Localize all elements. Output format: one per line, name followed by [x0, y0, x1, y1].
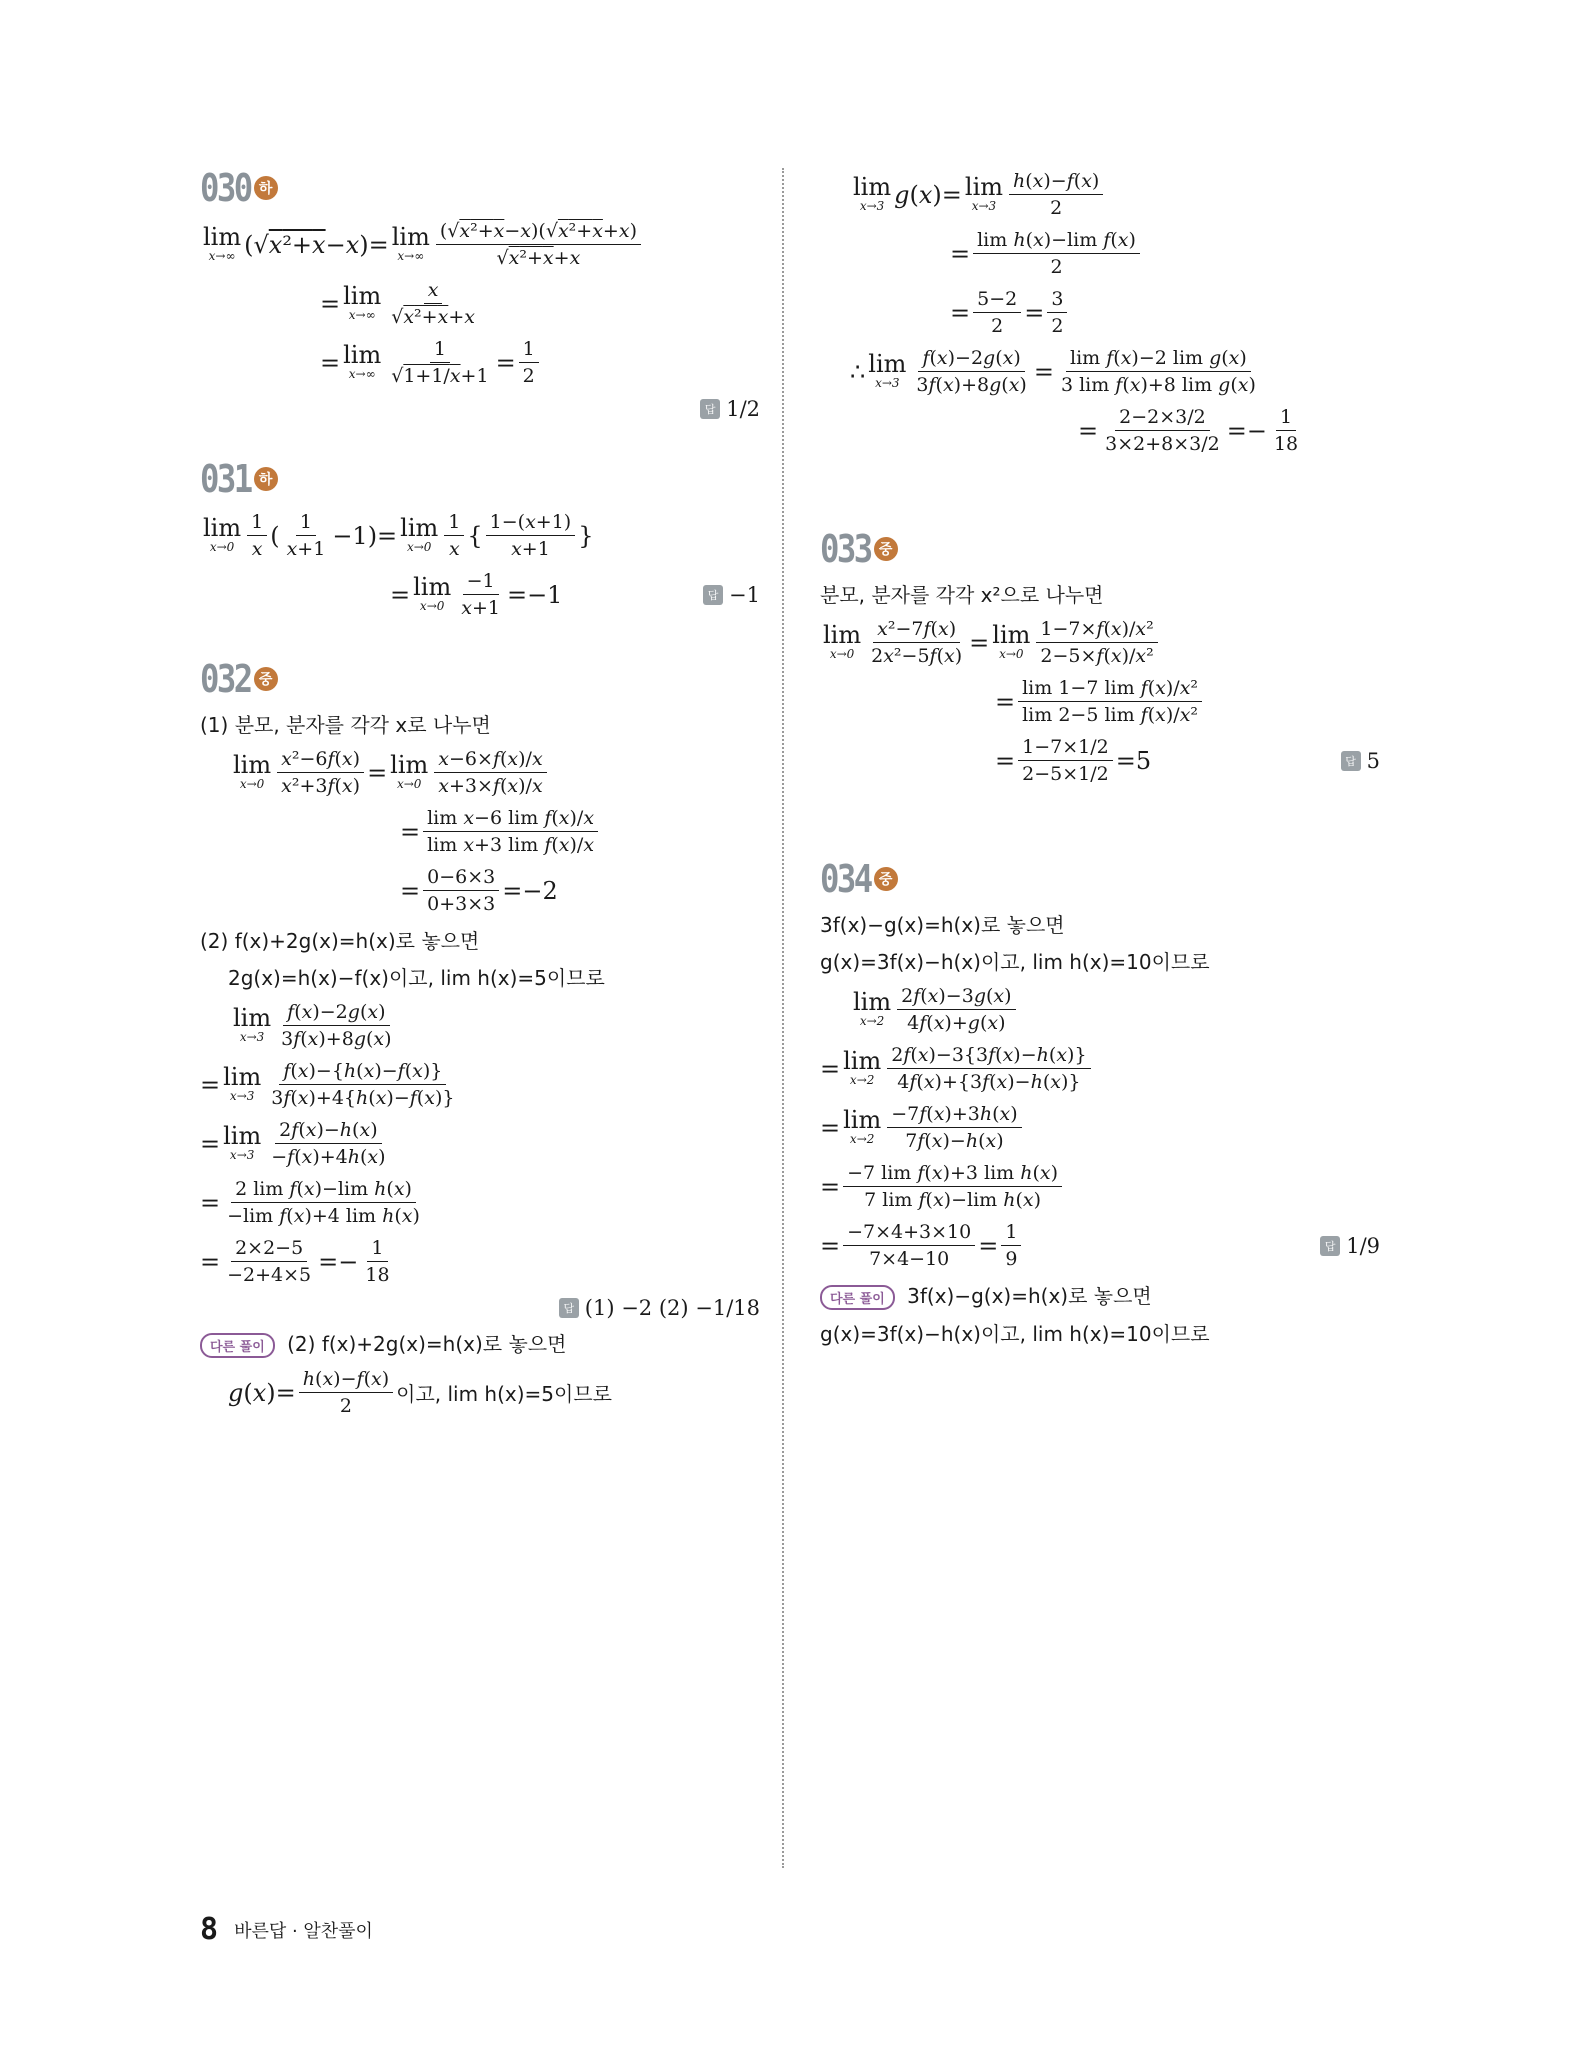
solution-034: lim x→2 $\frac{2f(x)-3g(x)}{4f(x)+g(x)}$ = lim x→2 $\frac{2f(x)-3\{3f(x)-h(x)\}}{4f(x)+\{3f(x)-h(x)\}}$ = lim x→2 $\frac{-7f(x)+3h(x)}{7f(x)-h(x)}$ = $\frac{\text{−7 lim f(x)+3 lim h(x)}}{\text{7 lim f(x)−lim h(x)}}$ = $\frac{-7\times 4+3\times 10}{7\times 4-10}$ = $\frac{1}{9}$ 답 1/9 — [820, 985, 1380, 1270]
problem-number: 033 — [820, 527, 871, 571]
solution-031: lim x→0 $\frac{1}{x}$ ( $\frac{1}{x+1}$ −1)= lim x→0 $\frac{1}{x}$ { $\frac{1-(x+1)}{x+1}$ } = lim x→0 $\frac{-1}{x+1}$ =−1 답 −1 — [203, 511, 760, 619]
answer-icon: 답 — [703, 585, 723, 605]
level-badge: 중 — [874, 867, 898, 891]
page-number: 8 — [200, 1912, 219, 1947]
solution-032-1: lim x→0 $\frac{\text{x²−6f(x)}}{\text{x²+3f(x)}}$ = lim x→0 $\frac{x-6\times f(x)/x}{x+3\times f(x)/x}$ = $\frac{\text{lim x−6 lim f(x)/x}}{\text{lim x+3 lim f(x)/x}}$ = $\frac{0-6\times 3}{0+3\times 3}$ =−2 — [200, 748, 760, 915]
solution-030: lim x→∞ (√x²+x−x)= lim x→∞ $\frac{\text{(√x²+x−x)(√x²+x+x)}}{\text{√x²+x+x}}$ = lim x→∞ $\frac{x}{\text{√x²+x+x}}$ = lim x→∞ $\frac{1}{√1+1/x+1}$ = $\frac{1}{2}$ — [200, 220, 760, 387]
alt-solution-badge: 다른 풀이 — [200, 1333, 275, 1358]
book-title: 바른답 · 알찬풀이 — [234, 1920, 373, 1942]
alt-solution-034-line2: g(x)=3f(x)−h(x)이고, lim h(x)=10이므로 — [820, 1322, 1210, 1346]
answer-032: 답 (1) −2 (2) −1/18 — [200, 1296, 760, 1320]
answer-033: 답 5 — [1341, 749, 1380, 773]
right-column — [820, 160, 1380, 1355]
step-2b-text: 2g(x)=h(x)−f(x)이고, lim h(x)=5이므로 — [228, 966, 605, 990]
alt-solution-032: 다른 풀이 (2) f(x)+2g(x)=h(x)로 놓으면 — [200, 1328, 760, 1358]
answer-034: 답 1/9 — [1320, 1234, 1380, 1258]
alt-solution-badge: 다른 풀이 — [820, 1285, 895, 1310]
intro-033: 분모, 분자를 각각 x²으로 나누면 — [820, 583, 1104, 607]
problem-header-033 — [820, 527, 1380, 571]
answer-031: 답 −1 — [703, 583, 760, 607]
answer-icon: 답 — [1341, 751, 1361, 771]
answer-icon: 답 — [1320, 1236, 1340, 1256]
problem-number: 032 — [200, 657, 251, 701]
intro-034: 3f(x)−g(x)=h(x)로 놓으면 — [820, 913, 1065, 937]
alt-solution-032-eq: g(x)= $\frac{h(x)-f(x)}{2}$ 이고, lim h(x)=5이므로 — [228, 1368, 612, 1417]
problem-header-031 — [200, 457, 760, 501]
answer-icon: 답 — [700, 399, 720, 419]
alt-solution-034: 다른 풀이 3f(x)−g(x)=h(x)로 놓으면 — [820, 1280, 1380, 1310]
problem-header-034 — [820, 857, 1380, 901]
intro2-034: g(x)=3f(x)−h(x)이고, lim h(x)=10이므로 — [820, 950, 1210, 974]
level-badge: 하 — [254, 176, 278, 200]
answer-030: 답 1/2 — [200, 397, 760, 421]
level-badge: 중 — [874, 537, 898, 561]
solution-033: lim x→0 $\frac{\text{x²−7f(x)}}{\text{2x²−5f(x)}}$ = lim x→0 $\frac{\text{1−7×f(x)/x²}}{\text{2−5×f(x)/x²}}$ = $\frac{\text{lim 1−7 lim f(x)/x²}}{\text{lim 2−5 lim f(x)/x²}}$ = $\frac{1-7\times 1/2}{2-5\times 1/2}$ =5 답 5 — [823, 618, 1380, 785]
level-badge: 중 — [254, 667, 278, 691]
problem-number: 034 — [820, 857, 871, 901]
solution-032-alt-continued: lim x→3 g(x)= lim x→3 $\frac{h(x)-f(x)}{2}$ = $\frac{\text{lim h(x)−lim f(x)}}{2}$ = $\frac{5-2}{2}$ = $\frac{3}{2}$ ∴ lim x→3 $\frac{f(x)-2g(x)}{3f(x)+8g(x)}$ = $\frac{\text{lim f(x)−2 lim g(x)}}{\text{3 lim f(x)+8 lim g(x)}}$ = $\frac{2-2\times 3/2}{3\times 2+8\times 3/2}$ =− $\frac{1}{18}$ — [850, 170, 1299, 455]
column-divider — [782, 168, 784, 1868]
page-footer — [200, 1912, 373, 1947]
level-badge: 하 — [254, 467, 278, 491]
problem-number: 030 — [200, 166, 251, 210]
answer-icon: 답 — [559, 1298, 579, 1318]
problem-header-030 — [200, 166, 760, 210]
step-2-text: (2) f(x)+2g(x)=h(x)로 놓으면 — [200, 929, 480, 953]
left-column — [200, 160, 760, 1427]
step-1-text: (1) 분모, 분자를 각각 x로 나누면 — [200, 713, 491, 737]
problem-number: 031 — [200, 457, 251, 501]
solution-032-2: lim x→3 $\frac{f(x)-2g(x)}{3f(x)+8g(x)}$ = lim x→3 $\frac{f(x)-\{h(x)-f(x)\}}{3f(x)+4\{h(x)-f(x)\}}$ = lim x→3 $\frac{2f(x)-h(x)}{-f(x)+4h(x)}$ = $\frac{\text{2 lim f(x)−lim h(x)}}{\text{−lim f(x)+4 lim h(x)}}$ = $\frac{2\times 2-5}{-2+4\times 5}$ =− $\frac{1}{18}$ — [200, 1001, 455, 1286]
problem-header-032 — [200, 657, 760, 701]
